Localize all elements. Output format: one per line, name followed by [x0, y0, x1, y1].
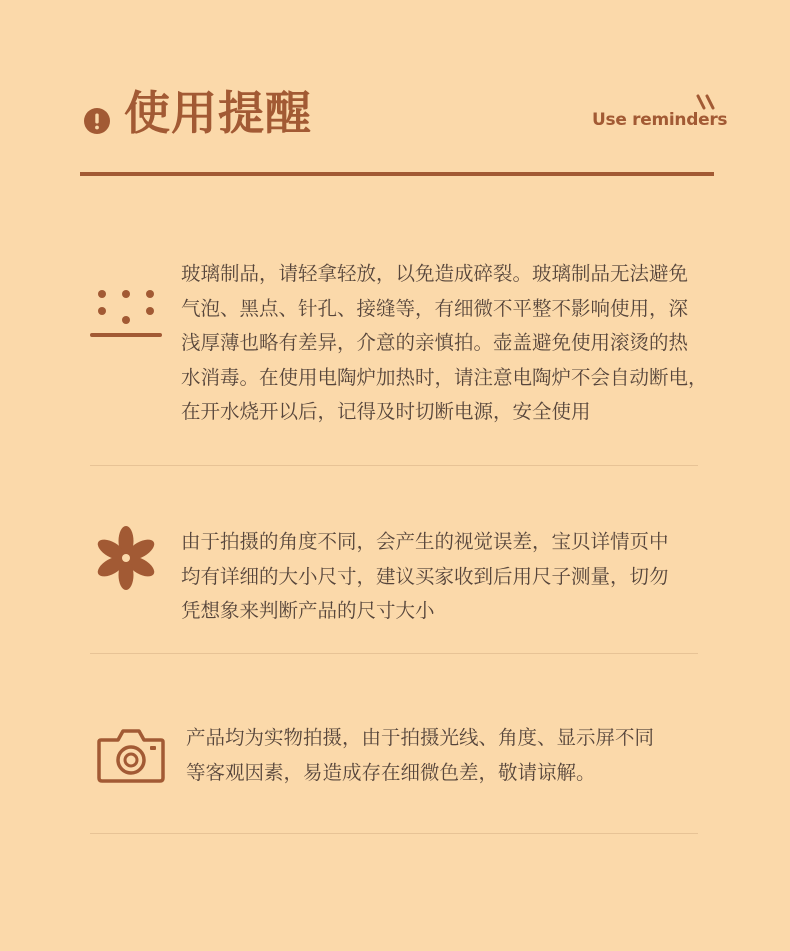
quote-mark-icon: [696, 94, 718, 110]
dots-dash-icon: [88, 288, 164, 338]
section-text: [186, 721, 654, 790]
header: [0, 0, 790, 180]
text-line: 等客观因素，易造成存在细微色差，敬请谅解。: [186, 760, 596, 784]
text-line: 气泡、黑点、针孔、接缝等，有细微不平整不影响使用，深: [181, 296, 689, 320]
section-text: [181, 257, 708, 430]
page-title: 使用提醒: [124, 86, 312, 140]
section-text: [181, 525, 669, 629]
text-line: 由于拍摄的角度不同，会产生的视觉误差，宝贝详情页中: [181, 530, 669, 553]
text-line: 产品均为实物拍摄，由于拍摄光线、角度、显示屏不同: [186, 726, 655, 749]
text-line: 浅厚薄也略有差异，介意的亲慎拍。壶盖避免使用滚烫的热: [181, 331, 689, 354]
section-divider: [90, 833, 698, 834]
text-line: 在开水烧开以后，记得及时切断电源，安全使用: [181, 400, 591, 423]
exclamation-circle-icon: [84, 108, 110, 134]
camera-icon: [96, 726, 166, 784]
text-line: 均有详细的大小尺寸，建议买家收到后用尺子测量，切勿: [181, 564, 669, 588]
text-line: 凭想象来判断产品的尺寸大小: [181, 599, 435, 622]
reminder-section-glass: [0, 250, 790, 470]
reminder-section-color: [0, 710, 790, 830]
page-subtitle: Use reminders: [592, 110, 728, 130]
section-divider: [90, 465, 698, 466]
header-rule: [80, 172, 714, 176]
text-line: 玻璃制品，请轻拿轻放，以免造成碎裂。玻璃制品无法避免: [181, 262, 689, 285]
section-divider: [90, 653, 698, 654]
reminder-section-size: [0, 520, 790, 660]
flower-icon: [92, 524, 160, 592]
text-line: 水消毒。在使用电陶炉加热时，请注意电陶炉不会自动断电，: [181, 365, 708, 389]
